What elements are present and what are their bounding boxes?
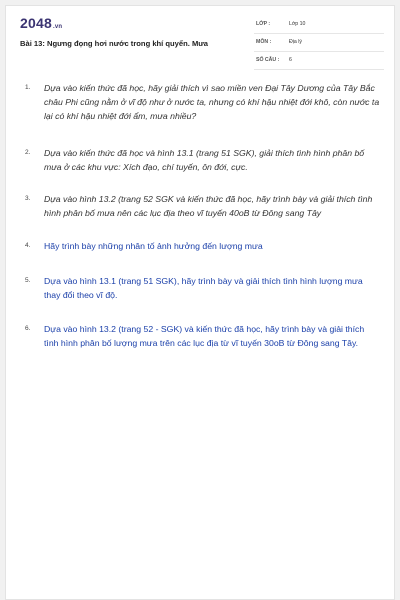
question-text: Dựa vào hình 13.1 (trang 51 SGK), hãy trình bày và giải thích tình hình lượng mưa thay đổi theo vĩ độ. [44,276,363,300]
question-number: 2. [25,149,31,156]
question-number: 5. [25,277,31,284]
meta-panel [254,17,384,70]
meta-label: SỐ CÂU : [256,57,280,63]
meta-value: Địa lý [289,39,302,45]
question-item [25,322,380,350]
question-item [25,146,380,174]
meta-row-subject [254,35,384,52]
question-text: Dựa vào hình 13.2 (trang 52 - SGK) và kiến thức đã học, hãy trình bày và giải thích tình hình phân bố lượng mưa trên các lục địa từ vĩ tuyến 30oB từ Đông sang Tây. [44,324,365,348]
worksheet-page [5,5,395,600]
question-text: Hãy trình bày những nhân tố ảnh hưởng đến lượng mưa [44,241,263,251]
question-item [25,239,380,253]
meta-value: Lớp 10 [289,21,306,27]
meta-value: 6 [289,57,292,63]
question-text: Dựa vào kiến thức đã học và hình 13.1 (trang 51 SGK), giải thích tình hình phân bố mưa ở các khu vực: Xích đạo, chí tuyến, ôn đới, cực. [44,148,365,172]
question-item [25,81,380,123]
meta-row-class [254,17,384,34]
question-number: 3. [25,195,31,202]
question-number: 1. [25,84,31,91]
meta-label: LỚP : [256,21,271,27]
question-number: 6. [25,325,31,332]
site-logo[interactable] [20,15,62,31]
question-item [25,274,380,302]
meta-label: MÔN : [256,39,272,45]
question-text: Dựa vào hình 13.2 (trang 52 SGK và kiến thức đã học, hãy trình bày và giải thích tình hình phân bố mưa nên các lục địa theo vĩ tuyến 40oB từ Đông sang Tây [44,194,373,218]
question-number: 4. [25,242,31,249]
meta-row-count [254,53,384,70]
lesson-title: Bài 13: Ngưng đọng hơi nước trong khí quyển. Mưa [20,39,209,48]
logo-text: 2048 [20,15,52,31]
question-item [25,192,380,220]
question-text: Dựa vào kiến thức đã học, hãy giải thích vì sao miền ven Đại Tây Dương của Tây Bắc châu Phi cũng nằm ở vĩ độ như ở nước ta, nhưng có khí hậu nhiệt đới khô, còn nước ta lại có khí hậu nhiệt đới ẩm, mưa nhiều? [44,83,380,121]
logo-suffix: .vn [52,24,63,30]
